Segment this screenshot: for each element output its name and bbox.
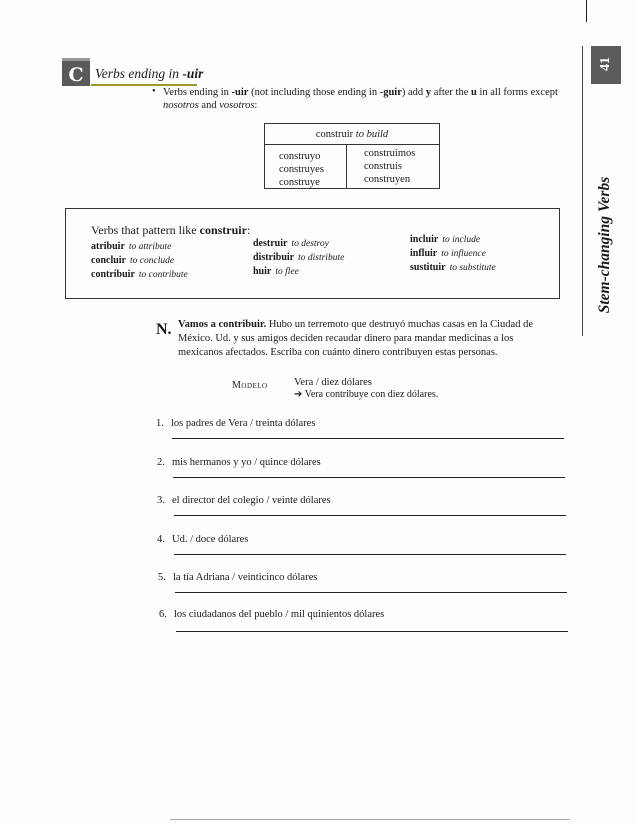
- conjugation-header: construir to build: [265, 124, 439, 145]
- section-title: Verbs ending in -uir: [95, 66, 204, 81]
- pattern-verb: atribuir to attribute: [91, 241, 172, 252]
- exercise-item: 1. los padres de Vera / treinta dólares: [156, 418, 316, 429]
- pattern-verb: incluir to include: [410, 234, 481, 245]
- pattern-title: Verbs that pattern like construir:: [91, 223, 251, 237]
- conjugation-form: construimos: [364, 148, 416, 159]
- conjugation-form: construyen: [364, 174, 411, 185]
- exercise-item: 6. los ciudadanos del pueblo / mil quinientos dólares: [159, 609, 385, 620]
- pattern-column-1: [91, 240, 188, 282]
- section-letter-badge: C: [62, 58, 90, 86]
- pattern-verb: huir to flee: [253, 266, 299, 277]
- exercise-letter: N.: [156, 321, 172, 338]
- rule-text: Verbs ending in -uir (not including those ending in -guir) add y after the u in all forms except nosotros and vosotros:: [163, 87, 558, 111]
- model-label: Modelo: [232, 380, 268, 391]
- conjugation-singular: [279, 150, 324, 189]
- answer-line[interactable]: [174, 554, 566, 555]
- answer-line[interactable]: [174, 515, 566, 516]
- arrow-icon: ➔: [294, 389, 303, 400]
- side-tab-rule: [582, 46, 583, 336]
- page-edge-mark: [586, 0, 587, 22]
- pattern-verb: contribuir to contribute: [91, 269, 188, 280]
- pattern-verb: distribuir to distribute: [253, 252, 345, 263]
- conjugation-form: construyes: [279, 164, 324, 175]
- rule-bullet: •: [152, 86, 156, 97]
- page-bottom-rule: [170, 819, 570, 820]
- pattern-verbs-box: [65, 208, 560, 299]
- pattern-column-3: [410, 233, 496, 275]
- chapter-tab-label: Stem-changing Verbs: [596, 176, 613, 314]
- exercise-item: 4. Ud. / doce dólares: [157, 534, 249, 545]
- exercise-item: 3. el director del colegio / veinte dólares: [157, 495, 331, 506]
- answer-line[interactable]: [172, 438, 564, 439]
- model-prompt: Vera / diez dólares: [294, 377, 372, 388]
- conjugation-table: [264, 123, 440, 189]
- exercise-item: 2. mis hermanos y yo / quince dólares: [157, 457, 321, 468]
- pattern-column-2: [253, 237, 344, 279]
- model-answer: ➔ Vera contribuye con diez dólares.: [294, 389, 439, 400]
- conjugation-divider: [346, 145, 347, 189]
- exercise-instructions: Vamos a contribuir. Hubo un terremoto que destruyó muchas casas en la Ciudad de México. Ud. y sus amigos deciden recaudar dinero para mandar medicinas a los mexicanos afectados. Escriba con cuánto dinero contribuyen estas personas.: [178, 319, 534, 358]
- page-number-tab: 41: [591, 46, 621, 84]
- pattern-verb: concluir to conclude: [91, 255, 175, 266]
- answer-line[interactable]: [173, 477, 565, 478]
- answer-line[interactable]: [175, 592, 567, 593]
- conjugation-plural: [364, 147, 415, 186]
- conjugation-form: construís: [364, 161, 402, 172]
- pattern-verb: influir to influence: [410, 248, 486, 259]
- conjugation-form: construye: [279, 177, 320, 188]
- pattern-verb: sustituir to substitute: [410, 262, 496, 273]
- pattern-verb: destruir to destroy: [253, 238, 329, 249]
- answer-line[interactable]: [176, 631, 568, 632]
- conjugation-form: construyo: [279, 151, 321, 162]
- exercise-item: 5. la tía Adriana / veinticinco dólares: [158, 572, 318, 583]
